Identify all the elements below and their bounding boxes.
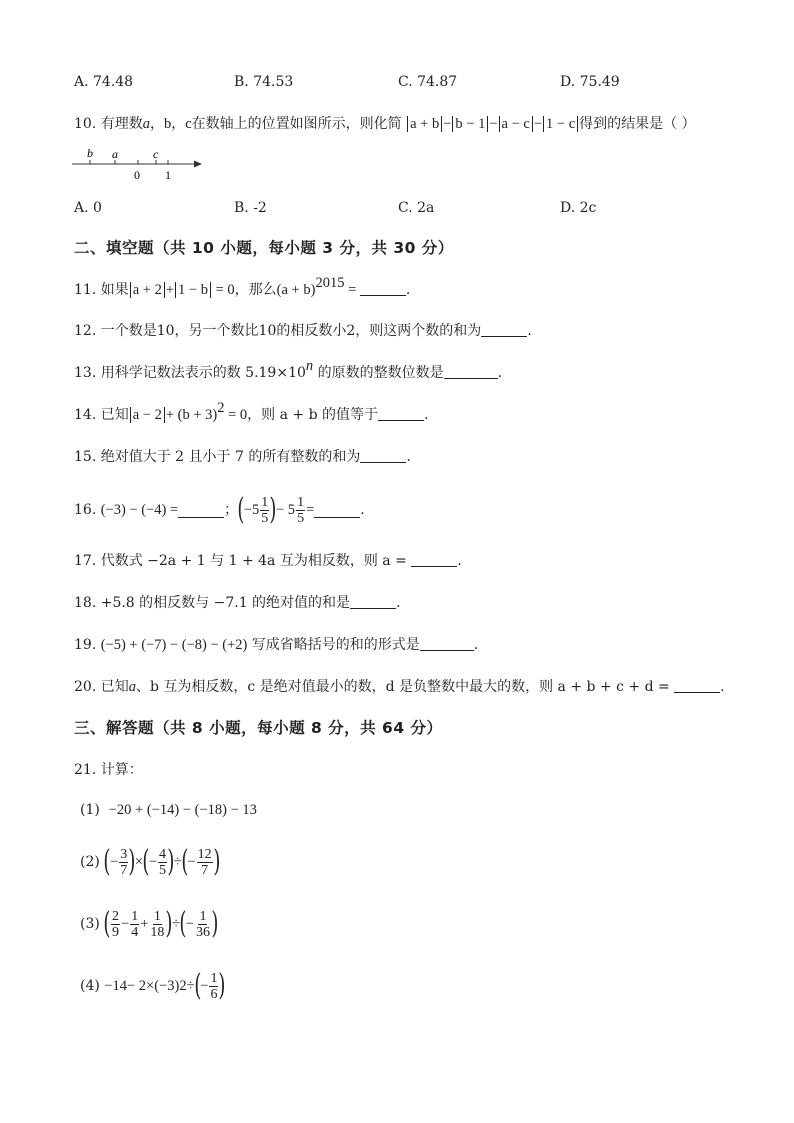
- q11-post: =: [344, 282, 360, 298]
- q20-end: .: [720, 679, 725, 695]
- q21-p3-frac-4: [195, 909, 211, 940]
- q10-number: 10.: [74, 116, 97, 132]
- paren-r: ): [211, 906, 219, 941]
- q11-plus: +: [165, 282, 175, 298]
- q16-answer-blank-2[interactable]: [314, 503, 360, 518]
- question-18: [74, 593, 401, 613]
- section-3-title: 三、解答题（共 8 小题，每小题 8 分，共 64 分）: [74, 719, 443, 737]
- q16-answer-blank-1[interactable]: [178, 503, 224, 518]
- q21-p2-line: [80, 840, 219, 884]
- paren-r: ): [128, 844, 136, 879]
- q13-text: 用科学记数法表示的数 5.19×10: [100, 365, 306, 381]
- q14-exponent: 2: [217, 400, 225, 416]
- q14-end: .: [424, 407, 429, 423]
- q21-p4-line: (4) −1 4 − 2×(−3) 2 ÷ ( − $\frac{1}{6}$ ): [80, 964, 225, 1008]
- den: 36: [195, 924, 210, 940]
- q10-var-a: a: [142, 116, 150, 132]
- q21-p4-frac: [209, 971, 218, 1002]
- question-12: [74, 321, 532, 341]
- num: 3: [120, 846, 128, 862]
- q9-option-c[interactable]: C. 74.87: [398, 74, 458, 90]
- q11-eq: = 0: [211, 282, 235, 298]
- q21-p3-frac-2: [130, 909, 139, 940]
- q12-number: 12.: [74, 323, 97, 339]
- q10-sep: ，: [149, 116, 164, 132]
- q16-minus: − 5: [276, 502, 296, 518]
- q10-option-d[interactable]: D. 2c: [560, 200, 597, 216]
- q10-minus-1: −: [443, 116, 452, 132]
- q10-minus-2: −: [489, 116, 498, 132]
- q19-answer-blank[interactable]: [420, 636, 474, 651]
- q16-left-paren: (: [237, 492, 245, 527]
- q16-frac-2: [296, 495, 305, 526]
- question-17: [74, 551, 462, 571]
- question-10: [74, 114, 696, 134]
- q19-text: 写成省略括号的和的形式是: [247, 637, 420, 653]
- q20-text2: 、b 互为相反数，c 是绝对值最小的数，d 是负整数中最大的数，则 a + b + c + d =: [135, 679, 675, 695]
- q10-text3: 得到的结果是（ ）: [579, 116, 696, 132]
- q21-part-1: [80, 800, 257, 820]
- q17-end: .: [457, 553, 462, 569]
- paren-l: (: [181, 844, 189, 879]
- q10-text: 有理数: [100, 116, 143, 132]
- den: 7: [120, 862, 128, 878]
- label-1: 1: [165, 168, 171, 182]
- q16-frac-2-num: 1: [297, 494, 305, 510]
- q10-minus-3: −: [533, 116, 543, 132]
- q21-part-2: [80, 840, 219, 884]
- number-line-arrow-icon: [194, 161, 202, 168]
- question-15: [74, 447, 411, 467]
- den: 6: [210, 986, 218, 1002]
- q21-number: 21.: [74, 762, 97, 778]
- q17-text: 代数式 −2a + 1 与 1 + 4a 互为相反数，则 a =: [100, 553, 412, 569]
- q21-p2-label: (2): [80, 854, 100, 870]
- question-14: [74, 400, 429, 425]
- q14-abs: a − 2: [130, 407, 165, 423]
- q15-end: .: [406, 449, 411, 465]
- section-2-title: 二、填空题（共 10 小题，每小题 3 分，共 30 分）: [74, 239, 454, 257]
- q14-pre: 已知: [100, 407, 129, 423]
- q13-text2: 的原数的整数位数是: [313, 365, 444, 381]
- den: 5: [159, 862, 167, 878]
- q10-abs-2: b − 1: [452, 116, 488, 132]
- paren-r: ): [218, 968, 226, 1003]
- q21-p1-label: (1): [80, 802, 100, 818]
- q11-exponent: 2015: [315, 275, 345, 291]
- q12-end: .: [527, 323, 532, 339]
- q21-p3-frac-1: [111, 909, 120, 940]
- q12-answer-blank[interactable]: [481, 322, 527, 337]
- den: 4: [131, 924, 139, 940]
- q13-end: .: [497, 365, 503, 381]
- q21-p2-frac-1: [119, 847, 128, 878]
- q9-option-a[interactable]: A. 74.48: [74, 74, 134, 90]
- q21-p3-label: (3): [80, 916, 100, 932]
- den: 18: [150, 924, 165, 940]
- q13-exponent: n: [305, 358, 314, 374]
- neg-sign: −: [185, 916, 194, 932]
- q21-part-3: [80, 902, 218, 946]
- q16-line: [74, 492, 365, 528]
- q19-expr: (−5) + (−7) − (−8) − (+2): [100, 637, 248, 653]
- den: 9: [112, 924, 120, 940]
- neg-sign: −: [110, 854, 119, 870]
- paren-l: (: [193, 968, 201, 1003]
- q21-p3-line: [80, 902, 218, 946]
- q18-number: 18.: [74, 595, 97, 611]
- q21-part-4: [80, 964, 225, 1008]
- paren-r: ): [167, 844, 175, 879]
- q15-text: 绝对值大于 2 且小于 7 的所有整数的和为: [100, 449, 361, 465]
- paren-l: (: [142, 844, 150, 879]
- q17-number: 17.: [74, 553, 97, 569]
- q16-neg: −5: [243, 502, 260, 518]
- label-b: b: [87, 146, 93, 160]
- q13-answer-blank[interactable]: [444, 364, 498, 379]
- q16-frac-1-num: 1: [261, 494, 269, 510]
- q21-p2-frac-3: [197, 847, 213, 878]
- q14-answer-blank[interactable]: [378, 406, 424, 421]
- question-13: [74, 358, 503, 383]
- neg-sign: −: [187, 854, 196, 870]
- q21-title: 计算：: [100, 762, 143, 778]
- q15-answer-blank[interactable]: [360, 448, 406, 463]
- q9-option-b[interactable]: B. 74.53: [234, 74, 294, 90]
- q9-option-d[interactable]: D. 75.49: [560, 74, 620, 90]
- question-20: [74, 677, 725, 697]
- q21-p4-pre: −1: [104, 978, 120, 994]
- number-line-diagram: [70, 142, 210, 184]
- neg-sign: −: [148, 854, 158, 870]
- op: ÷: [172, 916, 181, 932]
- q10-var-c: c: [185, 116, 192, 132]
- q11-pre: 如果: [100, 282, 129, 298]
- q14-mid: + (b + 3): [165, 407, 218, 423]
- q18-end: .: [396, 595, 401, 611]
- den: 7: [201, 862, 209, 878]
- num: 12: [197, 846, 212, 862]
- label-a: a: [112, 147, 118, 161]
- label-c: c: [153, 147, 159, 161]
- q21-p4-mid: − 2×(−3): [126, 978, 180, 994]
- q19-number: 19.: [74, 637, 97, 653]
- num: 1: [153, 908, 161, 924]
- q18-answer-blank[interactable]: [350, 594, 396, 609]
- q21-p4-label: (4): [80, 978, 100, 994]
- label-0: 0: [134, 168, 140, 182]
- q10-option-a[interactable]: A. 0: [74, 200, 102, 216]
- q10-option-c[interactable]: C. 2a: [398, 200, 435, 216]
- q21-p1-expr: −20 + (−14) − (−18) − 13: [108, 802, 257, 818]
- q10-option-b[interactable]: B. -2: [234, 200, 267, 216]
- paren-r: ): [165, 906, 173, 941]
- q21-p3-frac-3: [149, 909, 165, 940]
- q19-end: .: [473, 637, 479, 653]
- q16-frac-1-den: 5: [261, 510, 269, 526]
- q16-eq: =: [306, 502, 315, 518]
- q16-expr1: (−3) − (−4) =: [100, 502, 179, 518]
- q10-abs-3: a − c: [499, 116, 533, 132]
- q11-mid: ，那么: [234, 282, 277, 298]
- q11-number: 11.: [74, 282, 97, 298]
- neg-sign: −: [200, 978, 209, 994]
- num: 1: [131, 908, 139, 924]
- q10-abs-4: 1 − c: [543, 116, 578, 132]
- question-19: [74, 635, 478, 655]
- num: 1: [210, 970, 218, 986]
- question-11: [74, 275, 411, 300]
- question-16: [74, 492, 365, 528]
- q16-number: 16.: [74, 502, 97, 518]
- q15-number: 15.: [74, 449, 97, 465]
- q16-frac-1: [260, 495, 269, 526]
- q20-text: 已知: [100, 679, 129, 695]
- q16-semicolon: ；: [224, 502, 239, 518]
- q21-p4-op: ÷: [186, 978, 195, 994]
- q14-number: 14.: [74, 407, 97, 423]
- op: +: [140, 916, 149, 932]
- q20-var-a: a: [128, 679, 136, 695]
- q16-frac-2-den: 5: [297, 510, 305, 526]
- op: ÷: [173, 854, 182, 870]
- q10-var-b: b: [163, 116, 172, 132]
- q16-right-paren: ): [269, 492, 277, 527]
- q11-abs-1: a + 2: [130, 282, 165, 298]
- question-21: [74, 760, 143, 780]
- op: −: [121, 916, 130, 932]
- q11-end: .: [405, 282, 411, 298]
- paren-l: (: [179, 906, 187, 941]
- paren-l: (: [103, 906, 111, 941]
- q10-abs-1: a + b: [407, 116, 442, 132]
- q14-eq: = 0: [224, 407, 248, 423]
- paren-r: ): [212, 844, 220, 879]
- q13-number: 13.: [74, 365, 97, 381]
- q18-text: +5.8 的相反数与 −7.1 的绝对值的和是: [100, 595, 351, 611]
- num: 1: [199, 908, 207, 924]
- q11-expr: (a + b): [276, 282, 316, 298]
- q20-number: 20.: [74, 679, 97, 695]
- q21-p2-frac-2: [158, 847, 167, 878]
- num: 4: [159, 846, 167, 862]
- q20-answer-blank[interactable]: [674, 678, 720, 693]
- op: ×: [134, 854, 144, 870]
- q10-text2: 在数轴上的位置如图所示，则化简: [191, 116, 402, 132]
- num: 2: [112, 908, 120, 924]
- q17-answer-blank[interactable]: [411, 552, 457, 567]
- q14-text: ，则 a + b 的值等于: [247, 407, 379, 423]
- q11-abs-2: 1 − b: [175, 282, 211, 298]
- q10-sep2: ，: [171, 116, 186, 132]
- q12-text: 一个数是10，另一个数比10的相反数小2，则这两个数的和为: [100, 323, 482, 339]
- paren-l: (: [103, 844, 111, 879]
- q16-end: .: [360, 502, 365, 518]
- q11-answer-blank[interactable]: [360, 281, 406, 296]
